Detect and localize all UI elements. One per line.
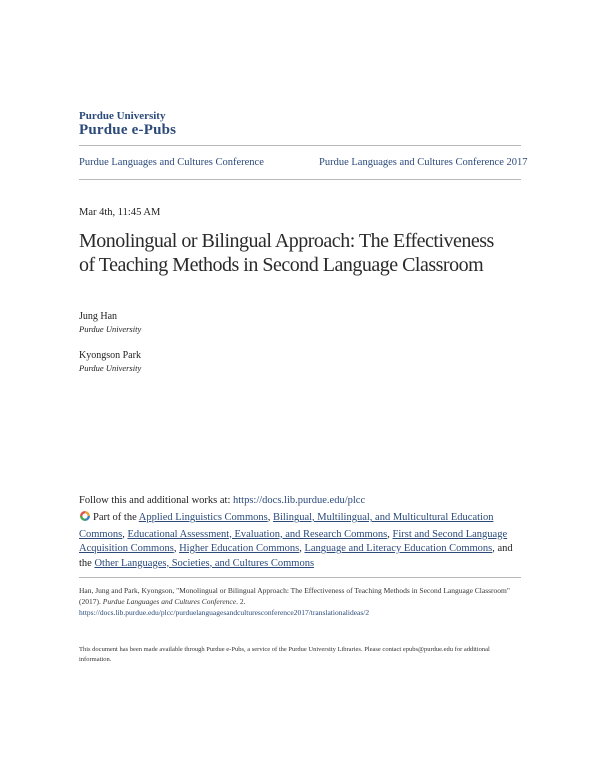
repository-name[interactable]: Purdue e-Pubs: [79, 122, 177, 138]
commons-link[interactable]: First and Second Language Acquisition Commons: [79, 528, 508, 554]
follow-line: [79, 495, 365, 506]
commons-link[interactable]: Higher Education Commons: [179, 543, 300, 554]
conference-year-link[interactable]: Purdue Languages and Cultures Conference 2017: [319, 157, 528, 168]
author-affiliation: Purdue University: [79, 324, 142, 334]
part-of-prefix: Part of the: [93, 512, 139, 523]
commons-link[interactable]: Language and Literacy Education Commons: [304, 543, 493, 554]
nav-divider: [79, 179, 521, 180]
open-access-icon: [79, 510, 91, 528]
part-of-section: Part of the Applied Linguistics Commons, Bilingual, Multilingual, and Multicultural Education Commons, Educational Assessment, Evaluation, and Research Commons, First and Second Language Acquisition Commons, Higher Education Commons, Language and Literacy Education Commons, and the Other Languages, Societies, and Cultures Commons: [79, 512, 513, 569]
collection-link[interactable]: https://docs.lib.purdue.edu/plcc: [233, 495, 366, 506]
citation-journal: Purdue Languages and Cultures Conference: [102, 597, 237, 606]
conference-link[interactable]: Purdue Languages and Cultures Conference: [79, 157, 264, 168]
follow-text: Follow this and additional works at:: [79, 495, 233, 506]
commons-link[interactable]: Other Languages, Societies, and Cultures Commons: [94, 557, 315, 569]
author-name: Kyongson Park: [79, 350, 141, 361]
event-date: Mar 4th, 11:45 AM: [79, 207, 161, 218]
recommended-citation: [79, 585, 519, 618]
citation-url[interactable]: https://docs.lib.purdue.edu/plcc/purduelanguagesandculturesconference2017/translationalideas/2: [79, 608, 370, 617]
paper-title: Monolingual or Bilingual Approach: The Effectiveness of Teaching Methods in Second Language Classroom: [79, 230, 494, 276]
author-block: [79, 311, 141, 334]
top-divider: [79, 145, 521, 146]
author-name: Jung Han: [79, 311, 118, 322]
commons-link[interactable]: Educational Assessment, Evaluation, and Research Commons: [127, 528, 388, 540]
university-name: Purdue University: [79, 110, 166, 122]
citation-suffix: . 2.: [236, 597, 246, 606]
commons-link[interactable]: Applied Linguistics Commons: [138, 512, 268, 523]
availability-notice: This document has been made available through Purdue e-Pubs, a service of the Purdue University Libraries. Please contact epubs@purdue.edu for additional information.: [79, 646, 490, 663]
author-affiliation: Purdue University: [79, 363, 142, 373]
commons-link[interactable]: Bilingual, Multilingual, and Multicultural Education Commons: [79, 512, 494, 540]
citation-text: Han, Jung and Park, Kyongson, "Monolingual or Bilingual Approach: The Effectiveness of Teaching Methods in Second Language Classroom" (2017).: [79, 586, 510, 606]
author-block: [79, 350, 141, 373]
citation-divider: [79, 577, 521, 578]
